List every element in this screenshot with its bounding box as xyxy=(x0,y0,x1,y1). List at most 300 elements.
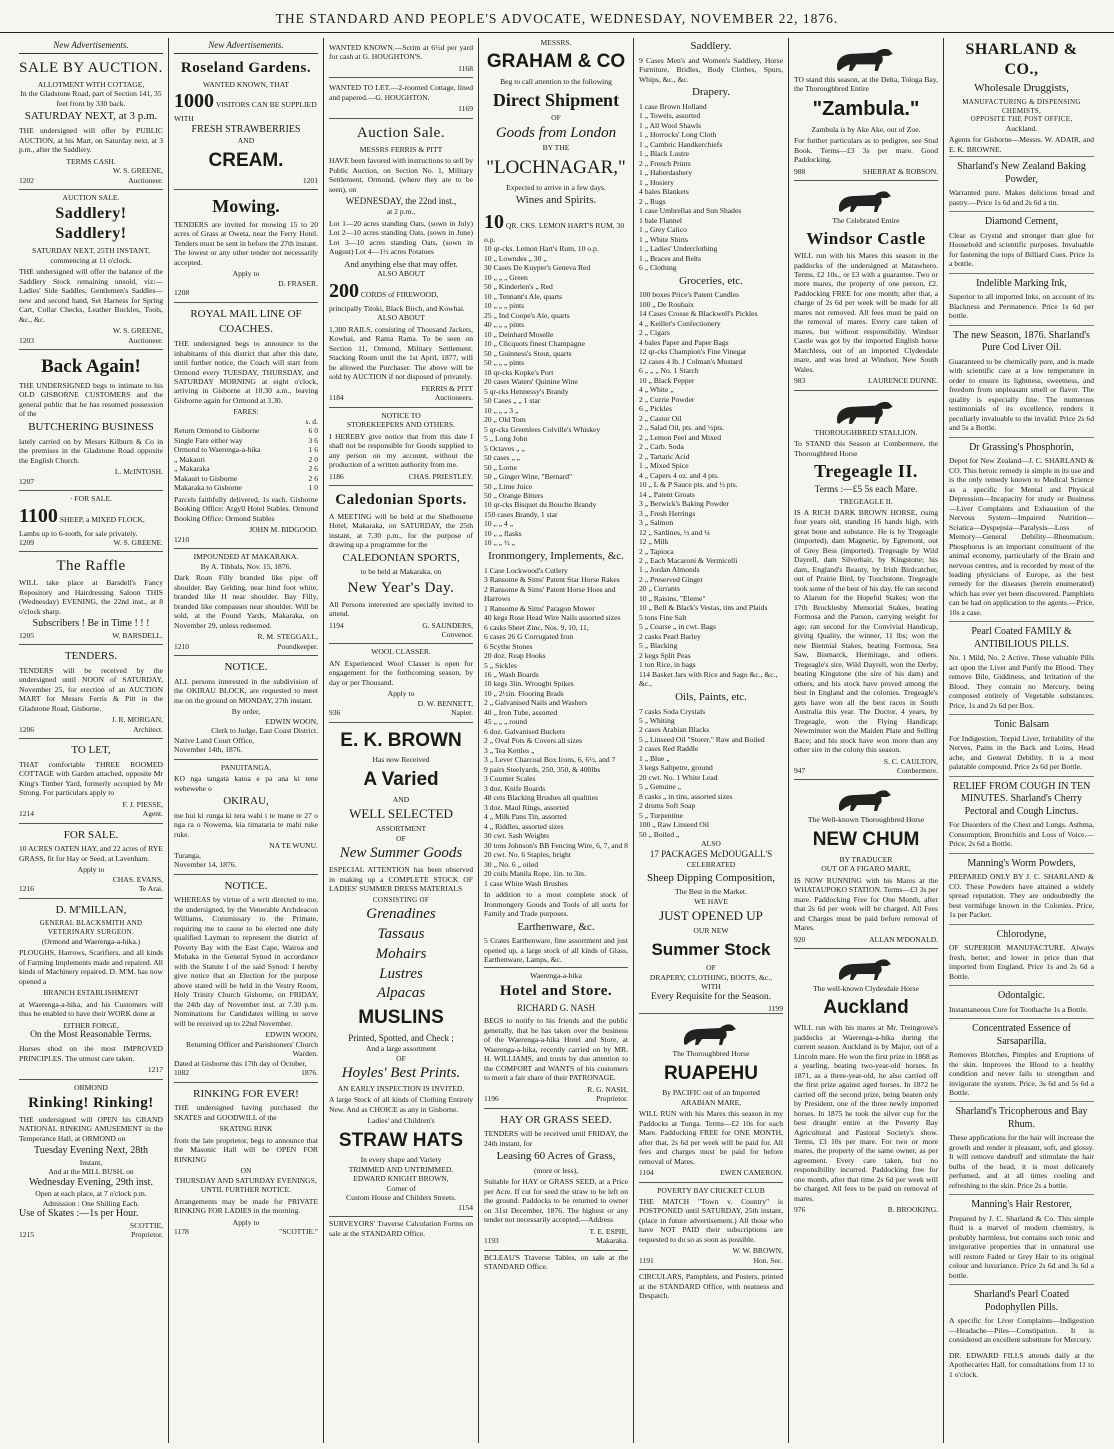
ad-signature: FERRIS & PITT xyxy=(421,383,473,393)
list-item: 2 „ Oval Pots & Covers all sizes xyxy=(484,736,583,746)
ad-date: November 14, 1876. xyxy=(174,860,237,870)
product-item xyxy=(949,1101,1094,1194)
fare-row xyxy=(174,426,318,435)
list-item: 2 Ransome & Sims' Patent Horse Hoes and Harrows xyxy=(484,584,616,604)
ad-and: And at the MILL BUSH, on xyxy=(48,1167,134,1177)
product-desc: No. 1 Mild, No. 2 Active. These valuable Pills act upon the Liver and Purify the Blood. They remove Bile, Giddiness, and Irritation of the Blood. They contain no Mercury, being composed entirely of Vegetable substances. Price, 1s and 2s 6d per Box. xyxy=(949,653,1094,710)
list-item: 2 „ Rugs xyxy=(639,196,666,206)
ad-body: WILL run with his mares at Mr. Treingrove's paddocks at Waerenga-a-hika during the current season. Auckland is by Major, out of a Lincoln mare. He won the first prize in 1868 as a yearling, beating two-year-old horses. In 1871, as a three-year-old, he also carried off the first prize against aged horses. In 1872 he carried off the second prize, being beaten only by President, one of the three newly imported horses. In 1875 he took the silver cup for the best draught entire at the Poverty Bay Agricultural and Pastoral Society's show. Terms, £3 10s per mare. For two or more mares, the property of the same owner, as per agreement. Every care taken, but no responsibility incurred. Paddocking free for one month, after that time 2s 6d per week will be charged. All fees to be paid on removal of mares. xyxy=(794,1023,938,1203)
ad-rinking-for-ever xyxy=(174,1083,318,1241)
list-item: 1 bale Flannel xyxy=(639,215,683,225)
list-item: 18 qr-cks Kopke's Port xyxy=(484,367,554,377)
ad-ladies: Ladies' and Children's xyxy=(367,1116,435,1126)
list-item: 12 qr-cks Champion's Fine Vinegar xyxy=(639,347,747,357)
ad-lead: ALLOTMENT WITH COTTAGE, xyxy=(37,80,145,89)
ad-role: Architect. xyxy=(133,724,163,734)
ad-beg: Beg to call attention to the following xyxy=(500,77,612,87)
ad-body: IS NOW RUNNING with his Mares at the WHATAUPOKO STATION. Terms—£3 3s per mare. Paddocking Free for One Month, after that 2s 6d per week will be charged. All Fees and Charges must be paid before removal of Mares. xyxy=(794,875,938,933)
list-item: 5 „ Whiting xyxy=(639,716,675,725)
list-item: 2 „ Currie Powder xyxy=(639,394,695,404)
ad-number: 1210 xyxy=(174,534,190,544)
product-desc: Removes Blotches, Pimples and Eruptions of the skin. Improves the Blood to a healthy condition and never fails to strengthen and invigorate the system. Price, 3s 6d and 5s 6d a Bottle. xyxy=(949,1050,1094,1097)
list-item: 50 „ Lime Juice xyxy=(484,481,533,491)
ad-wool-classer xyxy=(329,644,473,722)
ad-rails: 1,300 RAILS, consisting of Thousand Jackets, Kowhai, and Rama Rama. To be seen on Section 11, Ormond, Military Settlement. Stacking Room until the 1st April, 1877, will be allowed the Purchaser. The above will be sold by AUCTION if not disposed of privately. xyxy=(329,324,473,382)
list-item: 4 bales Paper and Paper Bags xyxy=(639,337,729,347)
ad-inspection: AN EARLY INSPECTION IS INVITED. xyxy=(337,1083,465,1093)
list-item: 5 „ Blacking xyxy=(639,641,678,651)
list-item: 40 „ Iron Tube, assorted xyxy=(484,707,558,717)
list-item: 3 Counter Scales xyxy=(484,774,536,784)
product-desc: OF SUPERIOR MANUFACTURE. Always fresh, better, and lower in price than that imported from England. Price 1s and 2s 6d a Bottle. xyxy=(949,943,1094,981)
ad-body: WANTED KNOWN.—Scrim at 6½d per yard for cash at G. HOUGHTON'S. xyxy=(329,43,473,62)
product-item xyxy=(949,273,1094,325)
fare-row xyxy=(174,455,318,464)
fare-route: Makaraka to Gisborne xyxy=(174,483,242,493)
ad-new-chum xyxy=(794,780,938,948)
ad-trim: TRIMMED AND UNTRIMMED. xyxy=(348,1164,454,1174)
ad-shapes: In every shape and Variety xyxy=(360,1155,442,1165)
ad-body: THE UNDERSIGNED begs to intimate to his OLD GISBORNE CUSTOMERS and the general public that he has resumed possession of the xyxy=(19,380,163,419)
horse-icon xyxy=(831,186,901,214)
list-item: 1 „ Grey Calico xyxy=(639,225,687,235)
list-item: 16 „ Wash Boards xyxy=(484,669,539,679)
ad-title: NOTICE. xyxy=(224,660,268,673)
ad-item: Tassaus xyxy=(377,926,425,943)
ad-open: Open at each place, at 7 o'clock p.m. Admission : One Shilling Each. xyxy=(35,1189,147,1208)
ad-sub: In the Gladstone Road, part of Section 141, 35 feet front by 330 back. xyxy=(20,89,162,108)
drapery-list xyxy=(639,102,783,273)
ad-goods: New Summer Goods xyxy=(339,845,463,862)
ad-body: TO stand this season, at the Delta, Tologa Bay, the Thoroughbred Entire xyxy=(794,75,938,94)
ad-stock: A large Stock of all kinds of Clothing Entirely New. And as CHOICE as any in Gisborne. xyxy=(329,1095,473,1114)
ad-role: Auctioneer. xyxy=(128,335,163,345)
ad-body: WHEREAS by virtue of a writ directed to me, the undersigned, by the Venerable Archdeacon Williams, Commissary to the Primate, requiring me to cause to be elected one duly qualified Layman to represent the district of Poverty Bay with the East Cape, Wairoa and Mohaka in the General Synod in accordance with the Statute I of the said Synod: I hereby give notice that an Election for the purpose above stated will be held in the Vestry Room, Holy Trinity Church Gisborne, on FRIDAY, the 24th day of November inst. at 7.30 p.m. Nominations for Candidates willing to serve will be received up to 22nd November. xyxy=(174,895,318,1028)
product-title: Indelible Marking Ink, xyxy=(976,277,1067,289)
ad-title: Back Again! xyxy=(41,356,141,378)
masthead: THE STANDARD AND PEOPLE'S ADVOCATE, WEDNESDAY, NOVEMBER 22, 1876. xyxy=(0,6,1114,33)
ad-signature: W. W. BROWN, xyxy=(732,1246,783,1256)
ad-number: 1202 xyxy=(19,175,34,185)
ad-body: TENDERS will be received by the undersigned until NOON of SATURDAY, November 25, for erection of an AUCTION MART for Messrs Ferris & Pitt in the Gladstone Road, Gisborne. xyxy=(19,665,163,713)
ad-note: Horses shod on the most IMPROVED PRINCIPLES. The utmost care taken. xyxy=(19,1044,163,1063)
list-item: 2 kegs Split Peas xyxy=(639,650,691,660)
product-title: Manning's Worm Powders, xyxy=(967,857,1076,869)
ad-role: Combermere. xyxy=(896,766,938,776)
product-desc: Prepared by J. C. Sharland & Co. This simple fluid is a marvel of modern chemistry, is probably harmless, but contains such tonic and invigorative properties that in unnatural use will restore Faded or Grey Hair to its original colour and luxuriance. Price 2s 6d and 3s 6d a bottle. xyxy=(949,1213,1094,1280)
ad-body: WILL RUN with his Mares this season in my Paddocks at Tunga. Terms—£2 10s for each Mare. Paddocking FREE for ONE MONTH, after that, 2s 6d per week will be paid for. All fees and charges must be paid for before removal of Mares. xyxy=(639,1109,783,1166)
ad-firm: GRAHAM & CO xyxy=(486,51,626,73)
ad-day: Tuesday Evening Next, 28th xyxy=(33,1145,149,1157)
ad-number: 1203 xyxy=(19,335,34,345)
ad-also: And anything else that may offer. xyxy=(344,258,458,269)
ad-either: EITHER FORGE, xyxy=(63,1020,119,1030)
list-item: 40 kegs Rose Head Wire Nails assorted sizes xyxy=(484,613,621,623)
ad-day: SATURDAY NEXT, 25TH INSTANT, xyxy=(32,246,150,256)
product-item xyxy=(949,985,1094,1018)
ad-role: Makaraka. xyxy=(596,1236,628,1246)
product-desc: Warranted pure. Makes delicious bread and pastry.—Price 1s 6d and 2s 6d a tin. xyxy=(949,188,1094,207)
ad-signature: B. BROOKING. xyxy=(887,1205,938,1215)
list-item: 2 „ Lemon Peel and Mixed xyxy=(639,432,722,442)
ad-sale-by-auction xyxy=(19,54,163,190)
ad-sub: STOREKEEPERS AND OTHERS. xyxy=(346,420,456,430)
horse-icon xyxy=(831,954,901,982)
product-item xyxy=(949,156,1094,211)
ad-name: Windsor Castle xyxy=(806,228,926,248)
ad-label: THOROUGHBRED STALLION. xyxy=(814,427,918,437)
product-desc: PREPARED ONLY BY J. C. SHARLAND & CO. These Powders have attained a widely spread reputation. They are undoubtedly the best vermifuge known in the Colonies. Price, 1s per Packet. xyxy=(949,872,1094,920)
ad-signature: CHAS. EVANS, xyxy=(112,874,163,884)
ad-note: In addition to a most complete stock of Ironmongery Goods and Tools of all sorts for Family and Trade purposes. xyxy=(484,890,628,919)
fare-row xyxy=(174,445,318,454)
ad-assortment: ASSORTMENT xyxy=(375,824,427,834)
product-item xyxy=(949,325,1094,437)
ad-name: NEW CHUM xyxy=(812,828,920,850)
fare-row xyxy=(174,483,318,492)
ad-number: 1154 xyxy=(458,1202,473,1212)
list-item: 14 „ Patent Groats xyxy=(639,489,695,499)
ad-panuitanga xyxy=(174,760,318,875)
product-item xyxy=(949,621,1094,714)
ad-hotel xyxy=(484,967,628,1109)
ad-title: SALE BY AUCTION. xyxy=(19,60,163,77)
ad-tenders xyxy=(19,645,163,739)
ad-with: WITH xyxy=(701,982,721,992)
list-item: 3 „ Lever Charcoal Box Irons, 6, 6½, and 7 xyxy=(484,755,616,765)
ad-date: November 14th, 1876. xyxy=(174,745,243,755)
ad-held: to be held at Makaraka, on xyxy=(360,567,442,577)
list-item: 1 „ Haberdashery xyxy=(639,168,693,178)
ad-time: commencing at 11 o'clock. xyxy=(50,255,132,265)
ad-number: 1216 xyxy=(19,884,34,894)
ad-signature: R. G. NASH, xyxy=(587,1084,628,1094)
fare-route: Single Fare either way xyxy=(174,435,243,445)
horse-icon xyxy=(826,43,906,73)
ad-year: 1876. xyxy=(301,1068,318,1078)
product-item xyxy=(949,1194,1094,1284)
list-item: 3 „ Tea Kettles „ xyxy=(484,745,535,755)
iron-list xyxy=(484,566,628,888)
ad-number: 1169 xyxy=(458,104,473,114)
list-item: 10 „ Deinhard Moselle xyxy=(484,329,554,339)
ad-body: A MEETING will be held at the Shelbourne Hotel, Makaraka, on SATURDAY, the 25th instant, at 7.30 p.m., for the purpose of drawing up a programme for the xyxy=(329,511,473,550)
ad-title: D. M'MILLAN, xyxy=(55,903,127,916)
ad-ship: "LOCHNAGAR," xyxy=(486,156,626,178)
ad-number: 1186 xyxy=(329,471,344,481)
ad-title: HAY OR GRASS SEED. xyxy=(500,1113,612,1126)
list-item: 6 „ „ „ No. 1 Starch xyxy=(639,366,699,376)
list-item: 4 „ White „ xyxy=(639,385,674,395)
list-item: 10 „ Black Pepper xyxy=(639,375,695,385)
list-item: 2 „ Tartaric Acid xyxy=(639,451,690,461)
ad-number: 988 xyxy=(794,166,806,176)
ad-arrangements: Arrangements may be made for PRIVATE RINKING FOR LADIES in the morning. xyxy=(174,1196,318,1216)
list-item: 9 pairs Steelyards, 250, 350, & 400lbs xyxy=(484,764,601,774)
ad-surveyors: SURVEYORS' Traverse Calculation Forms on sale at the STANDARD Office. xyxy=(329,1219,473,1238)
ad-signature: W. S. GREENE, xyxy=(112,166,163,176)
ad-varied: A Varied xyxy=(363,768,439,790)
section-drapery: Drapery. xyxy=(691,86,731,99)
ad-title: RINKING FOR EVER! xyxy=(193,1087,299,1100)
ad-terms: TERMS CASH. xyxy=(66,156,116,166)
ad-sub: TREGEAGLE II. xyxy=(839,496,893,506)
column-3 xyxy=(324,38,479,1443)
ad-firm: SHARLAND & CO., xyxy=(965,41,1078,78)
section-oils: Oils, Paints, etc. xyxy=(675,690,747,703)
ad-role: Poundkeeper. xyxy=(277,641,318,651)
ad-title: Mowing. xyxy=(212,196,280,217)
ad-name: Tregeagle II. xyxy=(814,461,918,482)
ad-name: "Zambula." xyxy=(812,97,920,120)
list-item: 10 „ Lowndes „ 30 „ xyxy=(484,253,547,263)
ad-of: OF xyxy=(551,113,561,123)
list-item: 1 case Brown Holland xyxy=(639,101,707,111)
list-item: 100 „ De Roubaix xyxy=(639,299,695,309)
list-item: 1 „ Mixed Spice xyxy=(639,461,689,471)
list-item: 4 „ Milk Pans Tin, assorted xyxy=(484,812,567,822)
ad-title: Saddlery! Saddlery! xyxy=(55,205,127,243)
ad-date: Dated at Gisborne this 17th day of October, xyxy=(174,1058,307,1068)
ad-signature: LAURENCE DUNNE. xyxy=(868,376,938,386)
horse-icon xyxy=(676,1019,746,1047)
ad-signature: W. S. GREENE. xyxy=(113,538,163,548)
ad-saddlery xyxy=(19,190,163,350)
list-item: 10 „ Tennant's Ale, quarts xyxy=(484,291,563,301)
ad-wanted-scrim xyxy=(329,38,473,78)
list-item: 2 „ Preserved Ginger xyxy=(639,574,703,584)
ad-days: THURSDAY AND SATURDAY EVENINGS, xyxy=(175,1175,317,1185)
list-item: 3 „ Salmon xyxy=(639,518,674,528)
list-item: 5 tons Fine Salt xyxy=(639,612,687,622)
list-item: 2 cases Red Raddle xyxy=(639,744,699,754)
ad-number: 1201 xyxy=(302,175,318,185)
list-item: 6 Scythe Stones xyxy=(484,641,533,651)
ad-our: OUR NEW xyxy=(693,926,729,936)
product-title: Manning's Hair Restorer, xyxy=(971,1199,1072,1211)
ad-also: ALSO xyxy=(701,839,721,849)
column-1 xyxy=(14,38,169,1443)
ad-number: 1207 xyxy=(19,476,35,486)
ad-body: THE undersigned having purchased the SKATES and GOODWILL of the xyxy=(174,1103,318,1122)
ad-by: By PACIFIC out of an Imported xyxy=(662,1088,760,1098)
ad-number: 1178 xyxy=(174,1227,189,1237)
ad-label: The Well-known Thoroughbred Horse xyxy=(807,815,925,825)
ad-expected: Expected to arrive in a few days. xyxy=(506,182,606,192)
ad-body: TENDERS are invited for mowing 15 to 20 acres of Grass at Oweta, near the Ferry Hotel. Tenders must be sent in before the 27th instant. The lowest or any other tender not necessarily accepted. xyxy=(174,219,318,267)
ad-role: Auctioneers. xyxy=(434,393,473,403)
fare-price: 2 6 xyxy=(308,473,318,483)
ad-by: BY THE xyxy=(542,143,570,153)
product-desc: A specific for Liver Complaints—Indigestion—Headache—Piles—Constipation. It is considered an excellent substitute for Mercury. xyxy=(949,1316,1094,1345)
ad-number: 1196 xyxy=(484,1094,499,1104)
fares-title: FARES: xyxy=(233,407,259,417)
ad-signature: ALLAN M'DONALD. xyxy=(869,934,938,944)
list-item: 10 „ „ ½ „ xyxy=(484,538,515,548)
ad-visitors: VISITORS CAN BE SUPPLIED WITH xyxy=(174,100,317,124)
ad-number: 1104 xyxy=(639,1168,654,1178)
list-item: 5 qr-cks Hennessy's Brandy xyxy=(484,386,569,396)
list-item: 5 „ Turpentine xyxy=(639,810,683,820)
ad-body: KO nga tangata katoa e pa ana ki tene wehewehe o xyxy=(174,774,318,793)
ad-caledonian xyxy=(329,486,473,645)
ad-title: Rinking! Rinking! xyxy=(28,1095,154,1112)
column-7 xyxy=(944,38,1099,1443)
ad-label: · FOR SALE. xyxy=(70,494,112,504)
ad-last: DR. EDWARD FILLS attends daily at the Apothecaries Hall, for consultations from 11 to 1 o'clock. xyxy=(949,1350,1094,1379)
ad-new-years-day: New Year's Day. xyxy=(347,579,455,596)
ad-quantity: 1000 xyxy=(174,90,214,113)
ad-role: Agent. xyxy=(142,809,163,819)
ad-celebrated: CELEBRATED xyxy=(686,860,736,870)
ad-opened: JUST OPENED UP xyxy=(659,908,763,924)
section-saddlery: Saddlery. xyxy=(690,40,732,52)
ad-apply: Apply to xyxy=(232,1217,260,1227)
list-item: 10 „ Clicquots finest Champagne xyxy=(484,339,585,349)
ad-best: The Best in the Market. xyxy=(675,887,747,897)
list-item: 5 „ Coarse „ in cwt. Bags xyxy=(639,622,716,632)
ad-number: 947 xyxy=(794,766,806,776)
ad-number: 1206 xyxy=(19,724,34,734)
ad-signature: EDWARD KNIGHT BROWN, xyxy=(353,1174,449,1184)
ad-apply: Apply to xyxy=(232,269,260,279)
horse-icon xyxy=(831,785,901,813)
ad-of: OF xyxy=(706,963,716,973)
ad-body: WANTED TO LET.—2-roomed Cottage, lined and papered.—G. HOUGHTON. xyxy=(329,83,473,102)
list-item: 5 qr-cks Greenlees Colville's Whiskey xyxy=(484,424,601,434)
ad-ruapehu xyxy=(639,1013,783,1182)
ad-title: The Raffle xyxy=(56,558,126,575)
fares-cols: s. d. xyxy=(305,416,318,426)
ad-parcels: Parcels faithfully delivered, 1s each. Gisborne Booking Office: Argyll Hotel Stables. Ormond Booking Office: Ormond Stables xyxy=(174,494,318,523)
ad-body: WILL take place at Barsdell's Fancy Repository and Hairdressing Saloon THIS (Wednesday) EVENING, the 22nd inst., at 8 o'clock sharp. xyxy=(19,578,163,616)
ad-city: Auckland. xyxy=(1005,124,1038,133)
fare-price: 2 6 xyxy=(308,464,318,474)
fares-table xyxy=(174,426,318,492)
product-desc: These applications for the hair will increase the growth and render it pleasant, soft, and glossy. It will remove dandruff and stimulate the hair bulbs of the head, it is most delicately perfumed, and at all times cooling and refreshing to the skin. Price 2s a bottle. xyxy=(949,1133,1094,1190)
list-item: 6 doz. Galvanised Buckets xyxy=(484,726,565,736)
product-title: RELIEF FROM COUGH IN TEN MINUTES. Sharland's Cherry Pectoral and Cough Linctus. xyxy=(952,780,1091,817)
ad-role: Proprietor. xyxy=(596,1094,628,1104)
list-item: 1 „ Braces and Belts xyxy=(639,253,701,263)
ad-firm: MESSRS FERRIS & PITT xyxy=(359,144,443,154)
ad-body: BEGS to notify to his friends and the public generally, that he has taken over the business of the Waerenga-a-hika Hotel and Store, at Waerenga-a-hika, recently carried on by MR. H. WILLIAMS, and trusts by due attention to the COMFORT and WANTS of his customers to merit a fair share of their PATRONAGE. xyxy=(484,1016,628,1083)
ad-mmillan xyxy=(19,899,163,1080)
ad-attention: ESPECIAL ATTENTION has been observed in making up a COMPLETE STOCK OF LADIES' SUMMER DRESS MATERIALS xyxy=(329,865,473,894)
ad-body: To STAND this Season at Combermere, the Thoroughbred Horse xyxy=(794,439,938,458)
fare-route: „ Makaraka xyxy=(174,464,210,474)
list-item: 10 „ „ „ 3 „ xyxy=(484,405,519,415)
ad-role: Auctioneer. xyxy=(128,175,163,185)
ad-ek-brown xyxy=(329,723,473,1218)
ad-signature: W. BARSDELL. xyxy=(112,630,163,640)
list-item: 20 „ Currants xyxy=(639,584,680,594)
list-item: 1 case White Wash Brushes xyxy=(484,878,568,888)
list-item: 7 casks Soda Crystals xyxy=(639,706,706,716)
ad-body: THE undersigned begs to announce to the inhabitants of this district that after this date, until further notice, the Coach will start from Ormond every TUESDAY, THURSDAY, and SATURDAY MORNING at eight o'clock, arriving in Gisborne at 10.30 a.m., leaving Gisborne again for Ormond at 3.30. xyxy=(174,339,318,405)
product-item xyxy=(949,924,1094,985)
list-item: 10 „ 2½in. Flooring Brads xyxy=(484,688,564,698)
list-item: 1 ton Rice, in bags xyxy=(639,660,696,670)
ad-label: The Thoroughbred Horse xyxy=(672,1049,750,1059)
ad-and: AND xyxy=(392,794,410,804)
product-item xyxy=(949,853,1094,924)
ad-branch: BRANCH ESTABLISHMENT xyxy=(43,988,139,998)
ad-have: WE HAVE xyxy=(694,896,728,906)
list-item: 1 Ransome & Sims' Paragon Mower xyxy=(484,603,595,613)
list-item: 2 „ Castor Oil xyxy=(639,413,682,423)
fare-row xyxy=(174,436,318,445)
ad-day: WEDNESDAY, the 22nd inst., xyxy=(345,196,457,207)
ad-item: Lustres xyxy=(379,965,423,982)
product-title: Pearl Coated FAMILY & ANTIBILIOUS PILLS. xyxy=(971,626,1072,650)
fare-route: „ Makauri xyxy=(174,454,205,464)
ad-number: 1208 xyxy=(174,288,190,298)
product-desc: Superior to all imported Inks, on account of its Blackness and Permanence. Price 1s 6d per bottle. xyxy=(949,292,1094,321)
list-item: 12 „ Sardines, ½ and ¼ xyxy=(639,527,710,537)
list-item: 12 cases 4 lb. J Colman's Mustard xyxy=(639,356,743,366)
ad-title: POVERTY BAY CRICKET CLUB xyxy=(657,1185,765,1195)
ad-body: THAT comfortable THREE ROOMED COTTAGE with Garden attached, opposite Mr King's Timber Yard, formerly occupied by Mr Strong. For particulars apply to xyxy=(19,759,163,798)
product-title: The new Season, 1876. Sharland's Pure Cod Liver Oil. xyxy=(953,329,1090,354)
ad-number: 1205 xyxy=(19,630,34,640)
ad-place: OKIRAU, xyxy=(223,795,269,808)
product-desc: Guaranteed to be chemically pure, and is made with scientific care at a low temperature in order to ensure its lightness, sweetness, and freedom from unpleasant smell or flavor. The quality is especially fine. The numerous testimonials of its excellence, renders it peculiarly invaluable to the invalid. Price 2s 6d and 5s a Bottle. xyxy=(949,356,1094,433)
ad-name: RUAPEHU xyxy=(664,1062,758,1084)
product-title: Tonic Balsam xyxy=(993,719,1050,731)
fare-row xyxy=(174,464,318,473)
ad-kinds: Printed, Spotted, and Check ; xyxy=(348,1032,454,1043)
list-item: 150 cases Brandy, 1 star xyxy=(484,509,558,519)
ad-rink: SKATING RINK xyxy=(219,1124,273,1134)
ad-rum: QR. CKS. LEMON HART'S RUM, 30 o.p. xyxy=(484,220,625,244)
ad-name: RICHARD G. NASH xyxy=(516,1003,596,1014)
ad-title: Roseland Gardens. xyxy=(180,60,312,77)
list-item: 20 coils Manila Rope, 1in. to 3in. xyxy=(484,869,586,879)
ad-sheep-dipping: Sheep Dipping Composition, xyxy=(646,871,776,884)
ad-terms: On the Most Reasonable Terms. xyxy=(30,1030,152,1041)
ad-every: Every Requisite for the Season. xyxy=(650,991,772,1002)
ad-body: AN Experienced Wool Classer is open for engagement for the forthcoming season, by day or per Thousand. xyxy=(329,658,473,687)
product-title: Diamond Cement, xyxy=(984,216,1059,228)
ad-office: Native Land Court Office, xyxy=(174,735,254,745)
product-item xyxy=(949,211,1094,272)
ad-also-2: ALSO ABOUT xyxy=(377,269,425,279)
ad-fresh: FRESH STRAWBERRIES xyxy=(191,123,301,135)
list-item: 20 cwt. No. 6 Staples, bright xyxy=(484,850,571,860)
ad-also-3: ALSO ABOUT xyxy=(377,313,425,323)
ad-roseland xyxy=(174,54,318,190)
ad-quantity: 10 xyxy=(484,210,504,233)
ad-role: Returning Officer and Parishioners' Church Warden. xyxy=(186,1039,318,1059)
list-item: 14 Cases Crosse & Blackwell's Pickles xyxy=(639,309,758,319)
list-item: 50 „ Orange Bitters xyxy=(484,491,544,500)
list-item: 2 casks Pearl Barley xyxy=(639,631,701,641)
fare-price: 1 0 xyxy=(308,483,318,493)
ad-more: (more or less), xyxy=(533,1165,579,1175)
ad-item: Mohairs xyxy=(375,945,427,962)
list-item: 1 „ Horrocks' Long Cloth xyxy=(639,130,717,140)
ad-body: TENDERS will be received until FRIDAY, the 24th instant, for xyxy=(484,1129,628,1148)
product-title: Sharland's Tricopherous and Bay Rhum. xyxy=(955,1106,1088,1130)
product-desc: Depot for New Zealand—J. C. SHARLAND & CO. This heroic remedy is simple in its use and is the only remedy known to Medical Science as a specific for Mental and Physical Depression—Incapacity for study or Business—Liver Complaints and Exhaustion of the Nervous System—Impaired Nutrition—Sciatica—Dyspepsia—Paralysis—Loss of Memory—General Debility—Rheumatism. Phosphorus is an important constituent of the animal economy, particularly of the Brain and nervous centres, and is recorded by most of the leading physicians of Europe, as the best remedy for the diseases (herein enumerated) which has ever yet been discovered. Pamphlets can be had on application to the agents.—Price, 10s a case. xyxy=(949,456,1094,617)
ad-body-2: at Waerenga-a-hika, and his Customers will thus be enabled to have their WORK done at xyxy=(19,999,163,1019)
ad-signature: EDWIN WOON, xyxy=(265,1030,318,1040)
list-item: 6 cases 26 G Corrugated Iron xyxy=(484,632,574,642)
fare-route: Makauri to Gisborne xyxy=(174,473,238,483)
ad-summer-stock: Summer Stock xyxy=(651,939,771,959)
ad-back-again xyxy=(19,350,163,491)
